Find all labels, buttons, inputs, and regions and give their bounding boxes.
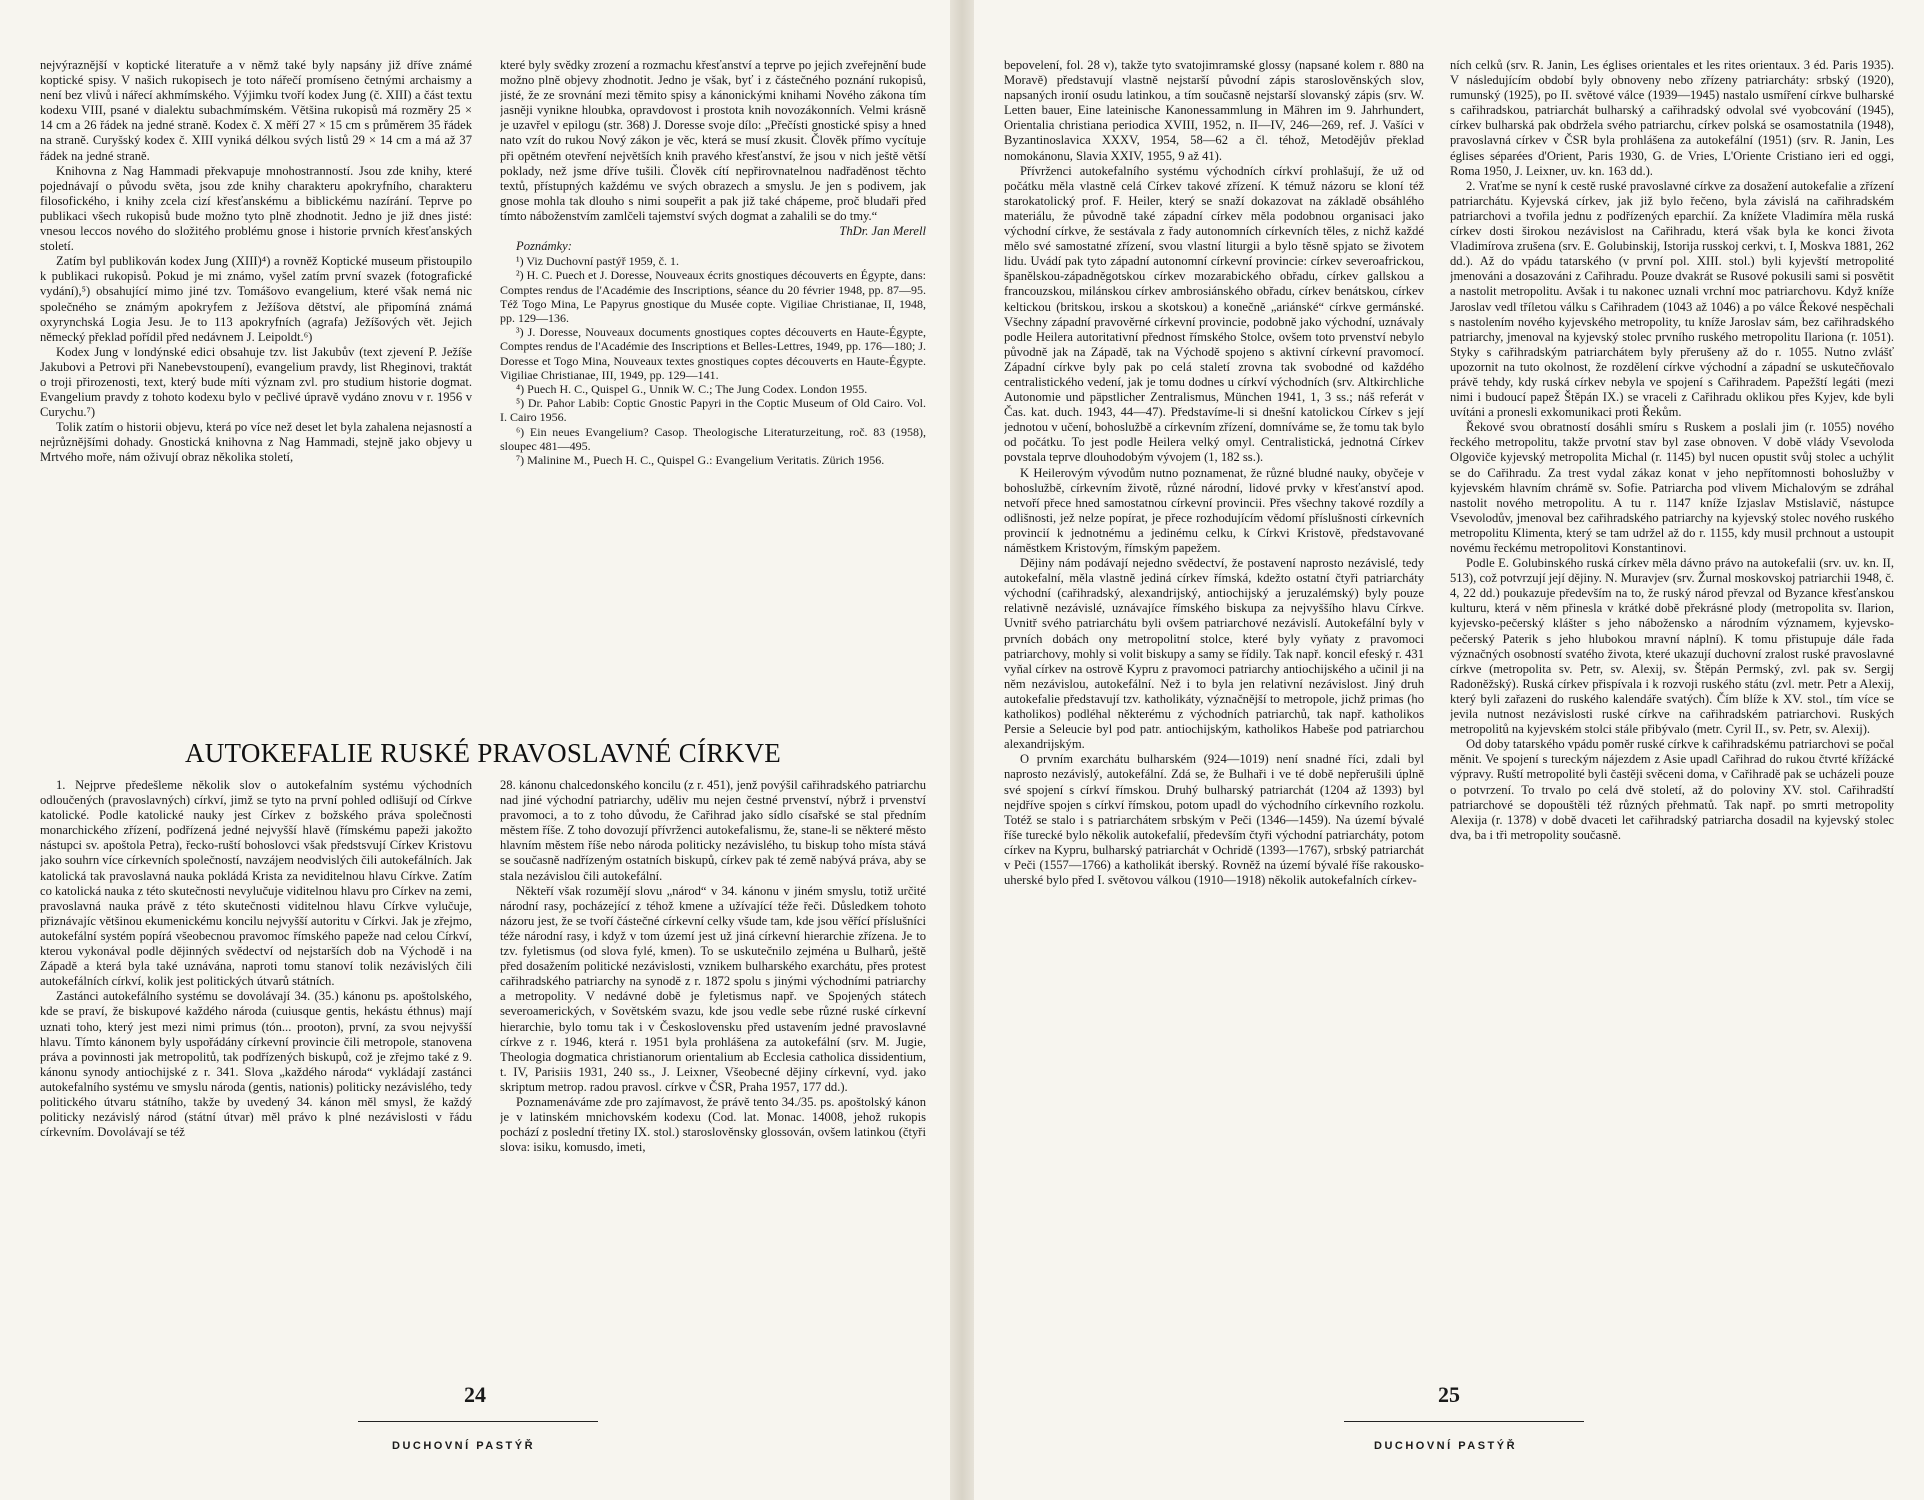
running-footer: DUCHOVNÍ PASTÝŘ — [1374, 1440, 1518, 1452]
paragraph: Někteří však rozumějí slovu „národ“ v 34. kánonu v jiném smyslu, totiž určité národní rasy, pocházející z téhož kmene a užívající téže řeči. Důsledkem tohoto názoru jest, že se tvoří částečné církevní celky všude tam, kde jsou věřící příslušníci téže národní rasy, i když v tom území jest už jiná církevní hierarchie zřízena. Je to tzv. fyletismus (od slova fylé, kmen). To se uskutečnilo zejména u Bulharů, ještě před dosažením politické nezávislosti, vznikem bulharského exarchátu, přes protest cařihradského patriarchy na synodě z r. 1872 spolu s jinými východními patriarchy a metropolity. V nedávné době je fyletismus např. ve Spojených státech severoamerických, v Sovětském svazu, kde jsou vedle sebe různé ruské církevní hierarchie, bylo tomu tak i v Československu před ustavením jedné pravoslavné církve z r. 1946, která r. 1951 byla prohlášena za autokefální (srv. M. Jugie, Theologia dogmatica christianorum orientalium ab Ecclesia catholica dissidentium, t. IV, Parisiis 1931, 240 ss., J. Leixner, Všeobecné dějiny církevní, vyd. jako skriptum metrop. radou pravosl. církve v ČSR, Praha 1957, 177 dd.). — [500, 883, 926, 1094]
footnote: ⁴) Puech H. C., Quispel G., Unnik W. C.; The Jung Codex. London 1955. — [516, 382, 868, 397]
article-column-1 — [40, 778, 472, 1353]
paragraph: Knihovna z Nag Hammadi překvapuje mnohostranností. Jsou zde knihy, které pojednávají o původu světa, jsou zde knihy charakteru apokryfního, charakteru filosofického, i knihy zcela cizí křesťanskému a biblickému nazírání. Teprve po publikaci všech rukopisů bude možno tyto plně zhodnotit. Jedno je již dnes jisté: vnesou leccos nového do složitého problému gnose i historie prvních křesťanských století. — [40, 163, 472, 254]
left-top-column-1 — [40, 58, 472, 723]
left-top-column-2 — [500, 58, 926, 723]
footnote: ⁷) Malinine M., Puech H. C., Quispel G.: Evangelium Veritatis. Zürich 1956. — [516, 453, 885, 468]
left-page — [0, 0, 950, 1500]
page-number: 24 — [464, 1382, 486, 1407]
paragraph: bepovelení, fol. 28 v), takže tyto svatojimramské glossy (napsané kolem r. 880 na Moravě) představují vlastně nejstarší původní zápis staroslověnských slov, napsaných ironií osudu latinkou, a tím současně nejstarší slovanský zápis (srv. W. Letten bauer, Eine lateinische Kanonessammlung in Mähren im 9. Jahrhundert, Orientalia christiana periodica XVIII, 1952, n. II—IV, 246—269, ref. J. Vašíci v Byzantinoslavica XXXV, 1954, 58—62 a čl. téhož, Metodějův překlad nomokánonu, Slavia XXIV, 1955, 9 až 41). — [1004, 58, 1424, 163]
paragraph: Poznamenáváme zde pro zajímavost, že právě tento 34./35. ps. apoštolský kánon je v latinském mnichovském kodexu (Cod. lat. Monac. 14008, jehož rukopis pochází z poslední třetiny IX. stol.) staroslověnsky glossován, ovšem latinkou (čtyři slova: isiku, komusdo, imeti, — [500, 1094, 926, 1155]
footnote: ⁵) Dr. Pahor Labib: Coptic Gnostic Papyri in the Coptic Museum of Old Cairo. Vol. I. Cairo 1956. — [500, 396, 926, 425]
footnote: ²) H. C. Puech et J. Doresse, Nouveaux écrits gnostiques découverts en Égypte, dans: Comptes rendus de l'Académie des Inscriptions, séance du 20 février 1948, pp. 87—95. Též Togo Mina, Le Papyrus gnostique du Musée copte. Vigiliae Christianae, II, 1948, pp. 129—136. — [500, 268, 926, 326]
paragraph: Zastánci autokefálního systému se dovolávají 34. (35.) kánonu ps. apoštolského, kde se praví, že biskupové každého národa (cuiusque gentis, hekástu éthnus) mají uznati toho, který jest mezi nimi primus (tón... prooton), první, za svou nejvyšší hlavu. Tímto kánonem byly uspořádány církevní provincie čili metropole, stanovena práva a povinnosti jak metropolitů, tak podřízených biskupů, což je zřejmo také z 9. kánonu synody antiochijské z r. 341. Slova „každého národa“ vykládají zastánci autokefalního systému ve smyslu národa (gentis, nationis) politicky nezávislého, tedy politického útvaru státního, takže by uvedený 34. kánon měl smysl, že každý politicky nezávislý národ (státní útvar) měl právo k plné nezávislosti v řádu církevním. Dovolávají se též — [40, 989, 472, 1140]
paragraph: Tolik zatím o historii objevu, která po více než deset let byla zahalena nejasností a nejrůznějšími dohady. Gnostická knihovna z Nag Hammadi, stejně jako objevy u Mrtvého moře, nám oživují obraz několika století, — [40, 420, 472, 465]
paragraph: nejvýraznější v koptické literatuře a v němž také byly napsány již dříve známé koptické spisy. V našich rukopisech je toto nářečí promíseno četnými archaismy a není bez vlivů i nářecí akhmímského. Výjimku tvoří kodex Jung (č. XIII) a část textu kodexu VIII, psané v dialektu subachmímském. Většina rukopisů má rozměry 25 × 14 cm a 26 řádek na jedné straně. Kodex č. X měří 27 × 15 cm s průměrem 35 řádek na straně. Curyšský kodex č. XIII vyniká délkou svých listů 29 × 14 cm a má až 37 řádek na jedné straně. — [40, 58, 472, 163]
right-page — [974, 0, 1924, 1500]
book-gutter — [950, 0, 974, 1500]
paragraph: Dějiny nám podávají nejedno svědectví, že postavení naprosto nezávislé, tedy autokefalní, měla vlastně jediná církev římská, kdežto ostatní čtyři patriarcháty východní (cařihradský, alexandrijský, antiochijský a jeruzalémský) byly pouze relativně nezávislé, uznávajíce římského biskupa za nejvyššího hlavu Církve. Uvnitř svého patriarchátu byli ovšem patriarchové nezávislí. Autokefální byly v prvních dobách ony metropolitní stolce, které byly vyňaty z pravomoci patriarchovy, mohly si volit biskupy a samy se řídily. Tak např. koncil efeský r. 431 vyňal církev na ostrově Kypru z pravomoci patriarchy antiochijského a učinil ji na něm nezávislou, autokefální. Než i to byla jen relativní nezávislost. Jiný druh autokefalie představují tzv. katholikáty, význačnější to metropole, jichž primas (ho katholikos) podléhal některému z východních patriarchů, tak např. katholikos Persie a Seleucie byl pod patr. antiochijským, katholikos Habeše pod patriarchou alexandrijským. — [1004, 556, 1424, 752]
footnote: ³) J. Doresse, Nouveaux documents gnostiques coptes découverts en Haute-Égypte, Comptes rendus de l'Académie des Inscriptions et Belles-Lettres, 1949, pp. 176—180; J. Doresse et Togo Mina, Nouveaux textes gnostiques coptes découverts en Haute-Égypte. Vigiliae Christianae, III, 1949, pp. 129—141. — [500, 325, 926, 382]
footer-rule — [358, 1421, 598, 1422]
page-number: 25 — [1438, 1382, 1460, 1407]
paragraph: Zatím byl publikován kodex Jung (XIII)⁴) a rovněž Koptické museum přistoupilo k publikaci rukopisů. Pokud je mi známo, vyšel zatím první svazek (fotografické vydání),⁵) obsahující mimo jiné tzv. Tomášovo evangelium, které však nemá nic společného se známým apokryfem z Ježíšova dětství, ale připomíná známá oxyrynchská Logia Jesu. Je to 113 apokryfních (agrafa) Ježíšových vět. Jejich německý překlad pořídil před nedávnem J. Leipoldt.⁶) — [40, 254, 472, 344]
notes-heading: Poznámky: — [516, 239, 572, 254]
paragraph: ních celků (srv. R. Janin, Les églises orientales et les rites orientaux. 3 éd. Paris 1935). V následujícím období byly obnoveny nebo zřízeny patriarcháty: srbský (1920), rumunský (1925), po II. světové válce (1939—1945) nastalo usmíření církve bulharské s cařihradskou, patriarchát bulharský a cařihradský odvolal své vyobcování (1945), církev bulharská pak obdržela svého patriarchu, církev polská se osamostatnila (1948), pravoslavná církev v ČSR byla prohlášena za autokefální (1951) (srv. R. Janin, Les églises séparées d'Orient, Paris 1930, G. de Vries, L'Oriente Cristiano ieri ed oggi, Roma 1950, J. Leixner, uv. kn. 163 dd.). — [1450, 58, 1894, 178]
right-column-1 — [1004, 58, 1424, 1353]
footnote: ⁶) Ein neues Evangelium? Casop. Theologische Literaturzeitung, roč. 83 (1958), sloupec 481—495. — [500, 424, 926, 453]
footnote: ¹) Viz Duchovní pastýř 1959, č. 1. — [516, 254, 679, 269]
paragraph: 28. kánonu chalcedonského koncilu (z r. 451), jenž povýšil cařihradského patriarchu nad jiné východní patriarchy, uděliv mu nejen čestné prvenství, nýbrž i prvenství pravomoci, a to z toho důvodu, že Cařihrad jako sídlo císařské se stal předním městem říše. Z toho dovozují přívrženci autokefalismu, že, stane-li se některé město hlavním městem říše nebo národa politicky nezávislého, tu biskup toho místa stává se současně nadřízeným ostatních biskupů, církev pak té země nabývá práva, aby se stala nezávislou čili autokefální. — [500, 778, 926, 883]
paragraph: Podle E. Golubinského ruská církev měla dávno právo na autokefalii (srv. uv. kn. II, 513), což potvrzují její dějiny. N. Muravjev (srv. Žurnal moskovskoj patriarchii 1948, č. 4, 22 dd.) poukazuje především na to, že ruský národ převzal od Byzance křesťanskou kulturu, která v něm přinesla v krátké době překrásné plody (metropolita sv. Ilarion, kyjevsko-pečerský klášter s jeho nábožensko a národním významem, kyjevsko-pečerský Paterik s jeho hlubokou mravní náplní). K tomu přistupuje dále řada význačných osobností svatého života, které ukazují duchovní zralost ruské pravoslavné církve (metropolita sv. Petr, sv. Alexij, sv. Štěpán Permský, zvl. pak sv. Sergij Radoněžský). Ruská církev přispívala i k rozvoji ruského státu (zvl. metr. Petr a Alexij, který byli zařazeni do ruského kalendáře svatých). Čím blíže k XV. stol., tím více se jevila nutnost nezávislosti ruské církve na cařihradském patriarchovi. Ruských metropolitů na kyjevském stolci stále přibývalo (metr. Cyril II., sv. Petr, sv. Alexij). — [1450, 556, 1894, 737]
paragraph: Řekové svou obratností dosáhli smíru s Ruskem a poslali jim (r. 1055) nového řeckého metropolitu, takže prvotní stav byl zase obnoven. V době vlády Vsevoloda Olgoviče kyjevský metropolita Michal (r. 1145) byl nucen opustit svůj stolec a uchýlit se do Cařihradu. Za trest vydal zákaz konat v jeho nepřítomnosti bohoslužby v kyjevském hlavním chrámě sv. Sofie. Patriarcha pod vlivem Michalovým se zdráhal nastolit nového metropolitu. A tu r. 1147 kníže Izjaslav Mstislavič, nástupce Vsevolodův, jmenoval bez cařihradského patriarchy na kyjevský stolec nového ruského metropolitu Klimenta, který se tam udržel až do r. 1155, kdy musil prchnout a ustoupit novému řeckému metropolitovi Konstantinovi. — [1450, 420, 1894, 555]
paragraph: Přívrženci autokefalního systému východních církví prohlašují, že už od počátku měla vlastně celá Církev takové zřízení. K témuž názoru se kloní též starokatolický prof. F. Heiler, který se snaží dokazovat na základě obsáhlého materiálu, že původně také západní církev měla podobnou organisaci jako východní církve, že sestávala z řady autonomních církevních těles, z nichž každé mělo své samostatné zřízení, svou vlastní liturgii a bylo těsně spjato se životem lidu. Uvádí pak tyto západní autonomní církevní provincie: církev severoafrickou, španělskou-západněgotskou církev mozarabického obřadu, církev gallskou a francouzskou, milánskou církev ambrosiánského obřadu, církev benátskou, církev keltickou (britskou, irskou a skotskou) a konečně „ariánské“ církve germánské. Všechny západní pravověrné církevní provincie, podobně jako východní, uznávaly podle Heilera autoritativní přednost římského Stolce, ovšem toto prvenství nebylo původně jak na Západě, tak na Východě spojeno s aktivní církevní pravomocí. Západní církve byly pak po celá staletí zrovna tak svobodné od každého centralistického vedení, jak je tomu dodnes u církví východních (srv. Altkirchliche Autonomie und päpstlicher Zentralismus, München 1941, 1, 3 ss.; náš referát v Čas. kat. duch. 1943, 44—47). Představíme-li si dnešní katolickou Církev s její jednotou v učení, bohoslužbě a církevním zřízení, domníváme se, že tomu tak bylo od počátku. To jest podle Heilera velký omyl. Centralistická, jednotná Církev povstala teprve dlouhodobým vývojem (1, 182 ss.). — [1004, 163, 1424, 465]
paragraph: O prvním exarchátu bulharském (924—1019) není snadné říci, zdali byl naprosto nezávislý, autokefální. Zdá se, že Bulhaři i ve té době nepřerušili úplně své spojení s církví římskou. Druhý bulharský patriarchát (1204 až 1393) byl nejdříve spojen s církví římskou, potom upadl do východního církevního rozkolu. Totéž se stalo i s patriarchátem srbským v Peči (1346—1459). Na území bývalé říše turecké bylo několik autokefalií, především čtyři východní patriarcháty, potom církev na Kypru, bulharský patriarchát v Ochridě (1393—1767), srbský patriarchát v Peči (1557—1766) a katholikát iberský. Rovněž na území bývalé říše rakousko-uherské bylo před I. světovou válkou (1910—1918) několik autokefalních církev- — [1004, 752, 1424, 888]
paragraph: 1. Nejprve předešleme několik slov o autokefalním systému východních odloučených (pravoslavných) církví, jimž se tyto na první pohled odlišují od Církve katolické. Podle katolické nauky jest Církev z božského práva společnosti monarchického zřízení, podřízená jedné nejvyšší hlavě (římskému papeži jakožto nástupci sv. apoštola Petra), řecko-ruští bohoslovci však předstsvují Církev Kristovu jako souhrn více církevních společností, navzájem neodvislých čili autokefálních. Jak katolická tak pravoslavná nauka pokládá Krista za neviditelnou hlavu Církve. Zatím co katolická nauka z této skutečnosti nevylučuje viditelnou hlavu pro Církev na zemi, pravoslavná nauka právě z této skutečnosti viditelnou hlavu Církve vylučuje, přiznávajíc většinou ekumenickému koncilu nejvyšší autoritu v Církvi. Jak je zřejmo, autokefální systém popírá všeobecnou pravomoc římského papeže nad celou Církví, kterou vykonával podle dějinných svědectví od nejstarších dob na Východě i na Západě a která byla také uznávána, naproti tomu stanoví tolik nezávislých čili autokefálních církví, kolik jest politických útvarů státních. — [40, 778, 472, 989]
article-column-2 — [500, 778, 926, 1353]
author-signature: ThDr. Jan Merell — [839, 224, 926, 239]
paragraph: Od doby tatarského vpádu poměr ruské církve k cařihradskému patriarchovi se počal měnit. Ve spojení s tureckým nájezdem z Asie upadl Cařihrad do rukou čtvrté křížácké výpravy. Ruští metropolité byli častěji svěceni doma, v Cařihradě pak se ucházeli pouze o potvrzení. To trvalo po celá dvě století, až do poloviny XV. stol. Cařihradští patriarchové se dopouštěli též různých přehmatů. Tak např. po smrti metropolity Alexija (r. 1378) v době dvaceti let cařihradský patriarcha dosadil na kyjevský stolec dva, ba i tři metropolity současně. — [1450, 737, 1894, 842]
running-footer: DUCHOVNÍ PASTÝŘ — [392, 1440, 536, 1452]
footer-rule — [1344, 1421, 1584, 1422]
paragraph: K Heilerovým vývodům nutno poznamenat, že různé bludné nauky, obyčeje v bohoslužbě, církevním životě, různé národní, lidové prvky v křesťanství apod. netvoří přece hned samostatnou církevní provincii. Přes všechny takové rozdíly a odlišnosti, jež nelze popírat, je přece rozhodujícím vědomí příslušnosti církevních provincií k jednotnému a jedinému celku, k Církvi Kristově, představované náměstkem Kristovým, římským papežem. — [1004, 465, 1424, 555]
paragraph: 2. Vraťme se nyní k cestě ruské pravoslavné církve za dosažení autokefalie a zřízení patriarchátu. Kyjevská církev, jak již bylo řečeno, byla závislá na cařihradském patriarchovi a tvořila jednu z podřízených eparchií. Za knížete Vladimíra měla ruská církev dosti širokou nezávislost na Cařihradu, která však byla ke konci života Vladimírova zrušena (srv. E. Golubinskij, Istorija russkoj cerkvi, t. I, Moskva 1881, 262 dd.). Až do vpádu tatarského (v první pol. XIII. stol.) byli kyjevští metropolité jmenováni a dosazováni z Cařihradu. Pouze dvakrát se Rusové pokusili sami si posvětit a nastolit metropolitu. Avšak i tu nakonec uznali vrchní moc patriarchovu. Když kníže Jaroslav vedl tříletou válku s Cařihradem (1043 až 1046) a po válce Řekové nespěchali s nastolením nového kyjevského metropolity, tu kníže Jaroslav sám, bez cařihradského patriarchy, jmenoval na kyjevský stolec prvního ruského metropolitu Ilariona (r. 1051). Styky s cařihradským patriarchátem byly přerušeny až do r. 1055. Nutno zvlášť upozornit na tuto okolnost, že rozdělení církve východní a západní se uskutečňovalo právě tehdy, kdy ruská církev nebyla ve spojení s Cařihradem. Papežští legáti (mezi nimi i budoucí papež Štěpán IX.) se vraceli z Cařihradu oklikou přes Kyjev, kde byli uvítáni a pronesli exkomunikaci proti Řekům. — [1450, 178, 1894, 420]
article-title: AUTOKEFALIE RUSKÉ PRAVOSLAVNÉ CÍRKVE — [184, 738, 782, 768]
paragraph: Kodex Jung v londýnské edici obsahuje tzv. list Jakubův (text zjevení P. Ježíše Jakubovi a Petrovi při Nanebevstoupení), evangelium pravdy, list Rheginovi, traktát o troji přirozenosti, text, který bude míti význam zvl. pro studium historie dogmat. Evangelium pravdy z tohoto kodexu bylo v pečlivé úpravě vydáno znovu v r. 1956 v Curychu.⁷) — [40, 344, 472, 420]
right-column-2 — [1450, 58, 1894, 1353]
paragraph: které byly svědky zrození a rozmachu křesťanství a teprve po jejich zveřejnění bude možno plně objevy zhodnotit. Jedno je však, byť i z částečného poznání rukopisů, jisté, že ze srovnání mezi těmito spisy a kánonickými knihami Nového zákona tím jasněji vynikne hloubka, opravdovost i prostota knih novozákonních. Velmi krásně je uzavřel v epilogu (str. 368) J. Doresse svoje dílo: „Přečísti gnostické spisy a hned nato vzít do rukou Nový zákon je věc, která se musí zkusit. Člověk přímo vycítuje při opětném otevření největších knih pravého křesťanství, že jsou v nich ještě větší poklady, než jsme dříve tušili. Člověk cítí nepřirovnatelnou nadřaděnost těchto textů, přístupných každému ve svých obrazech a smyslu. Je jen s podivem, jak gnose mohla tak dlouho s nimi soupeřit a pak již také chápeme, proč bludaři před tímto náboženstvím zamlčeli tajemství svých dogmat a zahalili se do tmy.“ — [500, 58, 926, 223]
